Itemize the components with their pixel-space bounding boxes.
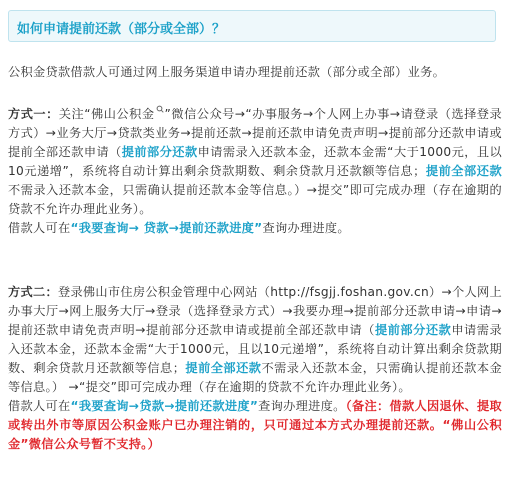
faq-title: 如何申请提前还款（部分或全部）？ [17, 22, 226, 37]
method-two-label: 方式二： [8, 285, 58, 299]
query-progress-link-2[interactable]: “我要查询→贷款→提前还款进度” [70, 399, 259, 413]
method-one-text-3: 申请需录入还款本金，还款本金需“大于1000元，且以10元递增”，系统将自动计算出剩余贷款期数、剩余贷款月还款额等信息； [8, 145, 502, 178]
method-two-query-post: 查询办理进度。 [258, 399, 346, 413]
faq-title-box [8, 10, 496, 42]
method-two-query-pre: 借款人可在 [8, 399, 71, 413]
method-one-text-1: 关注 [58, 107, 85, 121]
partial-repay-link-2[interactable]: 提前部分还款 [374, 323, 452, 337]
query-progress-link[interactable]: “我要查询→ 贷款→提前还款进度” [70, 221, 263, 235]
method-two-text-2: 申请需录入还款本金，还款本金需“大于1000元，且以10元递增”，系统将自动计算出剩余贷款期数、剩余贷款月还款额等信息； [8, 323, 502, 375]
search-icon [156, 105, 164, 115]
method-one-label: 方式一： [8, 107, 59, 121]
method-one-text-2: 微信公众号→“办事服务→个人网上办事→请登录（选择登录方式）→业务大厅→贷款类业务→提前还款→提前还款申请免责声明→提前部分还款申请或提前全部还款申请（ [8, 107, 502, 159]
quote-close: ” [164, 107, 172, 121]
remark-note: （备注：借款人因退休、提取或转出外市等原因公积金账户已办理注销的，只可通过本方式办理提前还款。“佛山公积金”微信公众号暂不支持。） [8, 399, 502, 451]
full-repay-link[interactable]: 提前全部还款 [425, 164, 502, 178]
method-one-text-4: 不需录入还款本金，只需确认提前还款本金等信息。）→提交”即可完成办理（存在逾期的贷款不允许办理此业务）。 [8, 183, 502, 216]
method-one-section [8, 105, 502, 238]
method-one-query-pre: 借款人可在 [8, 221, 71, 235]
full-repay-link-2[interactable]: 提前全部还款 [185, 361, 262, 375]
method-two-text-1: 登录佛山市住房公积金管理中心网站（http://fsgjj.foshan.gov.cn）→个人网上办事大厅→网上服务大厅→登录（选择登录方式）→我要办理→提前部分还款申请→申请→提前还款申请免责声明→提前部分还款申请或提前全部还款申请（ [8, 285, 502, 337]
method-two-text-3: 不需录入还款本金，只需确认提前还款本金等信息。） →“提交”即可完成办理（存在逾期的贷款不允许办理此业务）。 [8, 361, 503, 394]
method-two-section [8, 283, 502, 454]
intro-paragraph: 公积金贷款借款人可通过网上服务渠道申请办理提前还款（部分或全部）业务。 [8, 65, 446, 79]
partial-repay-link[interactable]: 提前部分还款 [121, 145, 198, 159]
wechat-account-name: “佛山公积金 [84, 107, 155, 121]
method-one-query-post: 查询办理进度。 [262, 221, 350, 235]
